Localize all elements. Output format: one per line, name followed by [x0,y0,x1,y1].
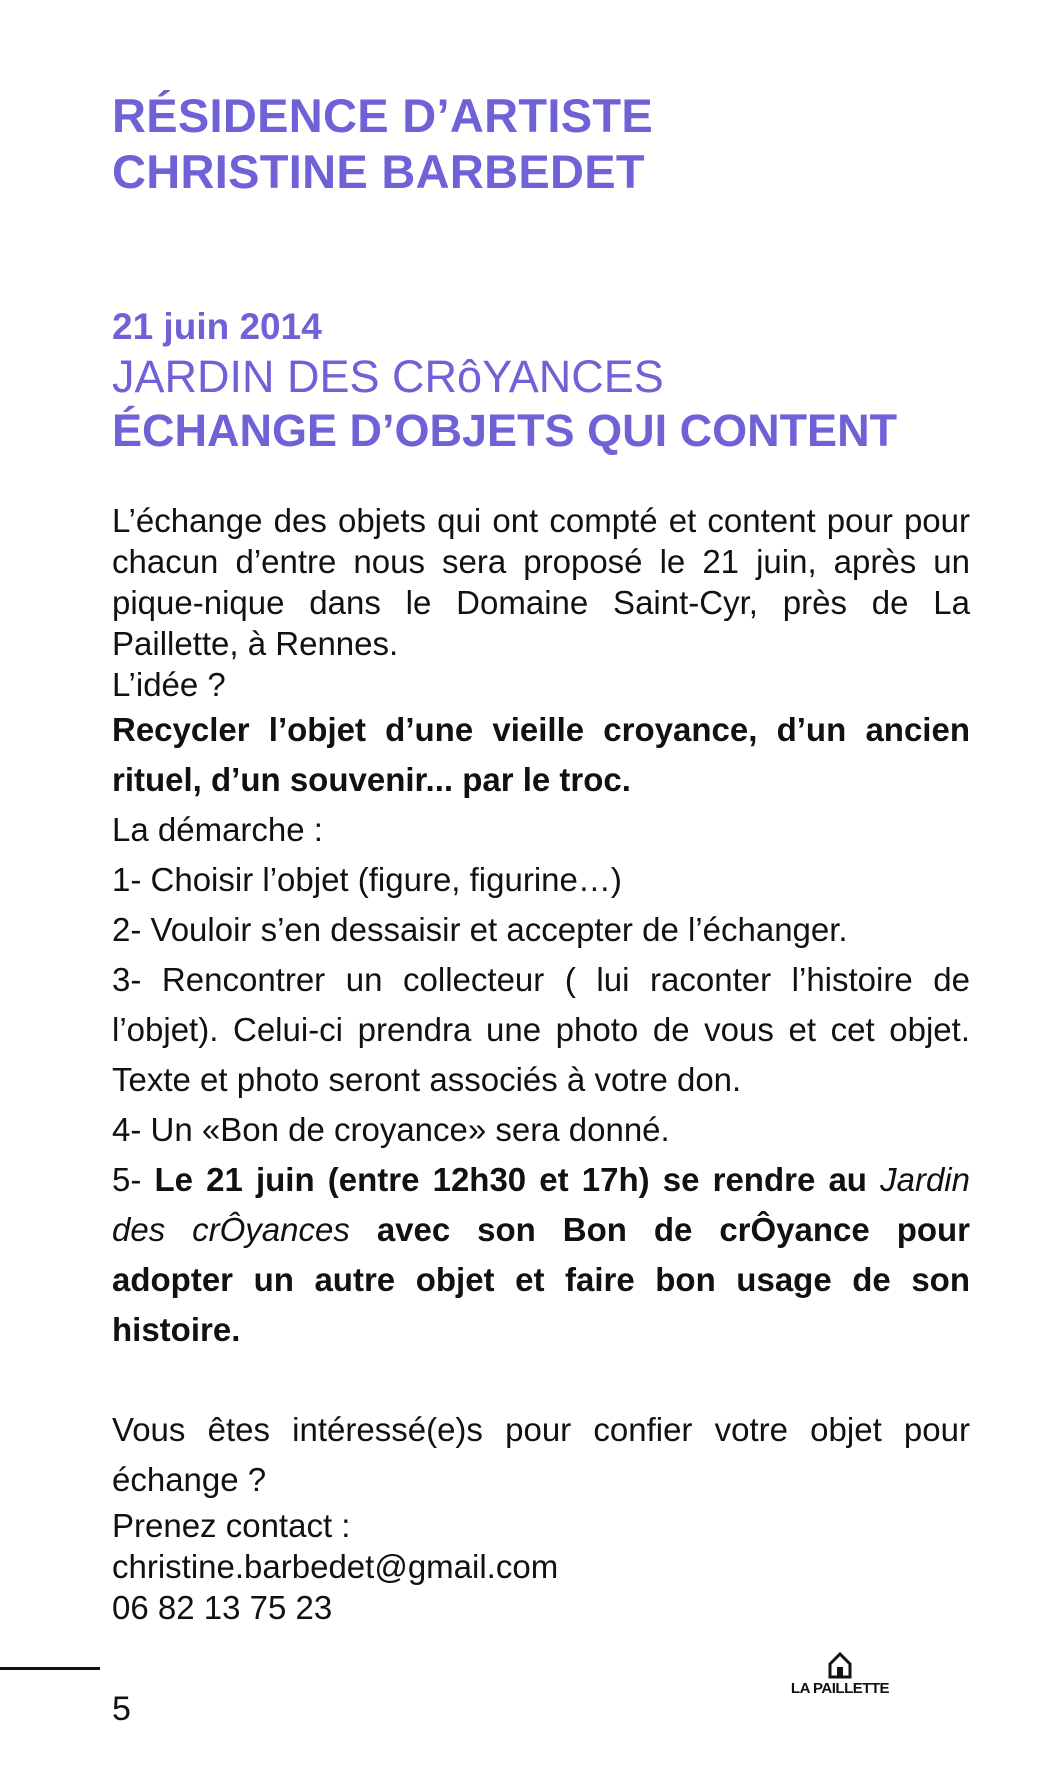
spacer [112,1355,970,1405]
idea-label: L’idée ? [112,666,226,703]
title-line-residence: RÉSIDENCE D’ARTISTE [112,89,654,142]
step-5 [112,1155,970,1355]
event-name: JARDIN DES CRôYANCES [112,351,664,402]
la-paillette-logo [790,1652,890,1697]
step-3: 3- Rencontrer un collecteur ( lui raconter l’histoire de l’objet). Celui-ci prendra une photo de vous et cet objet. Texte et photo seront associés à votre don. [112,961,970,1098]
footer-rule [0,1667,100,1670]
title-line-artist-name: CHRISTINE BARBEDET [112,145,645,198]
contact-block [112,1505,970,1628]
event-subtitle: ÉCHANGE D’OBJETS QUI CONTENT [112,405,898,456]
step-5-prefix: 5- [112,1161,155,1198]
details-block [112,705,970,1505]
step-5-bold-part1: Le 21 juin (entre 12h30 et 17h) se rendre au [154,1161,881,1198]
steps-label: La démarche : [112,811,323,848]
step-4: 4- Un «Bon de croyance» sera donné. [112,1111,670,1148]
contact-question: Vous êtes intéressé(e)s pour confier votre objet pour échange ? [112,1411,970,1498]
step-2: 2- Vouloir s’en dessaisir et accepter de l’échanger. [112,911,848,948]
house-icon [827,1652,853,1679]
idea-text: Recycler l’objet d’une vieille croyance, d’un ancien rituel, d’un souvenir... par le troc. [112,711,970,798]
event-header [112,304,972,458]
step-5-italic: Jardin des crÔyances [112,1161,970,1248]
body-content [112,500,970,1628]
event-date: 21 juin 2014 [112,306,322,347]
logo-text: LA PAILLETTE [790,1680,890,1697]
step-5-bold-part2: avec son Bon de crÔyance pour adopter un autre objet et faire bon usage de son histoire. [112,1211,971,1348]
intro-paragraph: L’échange des objets qui ont compté et content pour pour chacun d’entre nous sera proposé le 21 juin, après un pique-nique dans le Domaine Saint-Cyr, près de La Paillette, à Rennes. [112,502,970,662]
contact-email[interactable]: christine.barbedet@gmail.com [112,1548,559,1585]
page-number: 5 [112,1690,131,1728]
contact-label: Prenez contact : [112,1507,351,1544]
step-1: 1- Choisir l’objet (figure, figurine…) [112,861,622,898]
document-title [112,88,653,200]
intro-block [112,500,970,705]
contact-phone[interactable]: 06 82 13 75 23 [112,1589,333,1626]
